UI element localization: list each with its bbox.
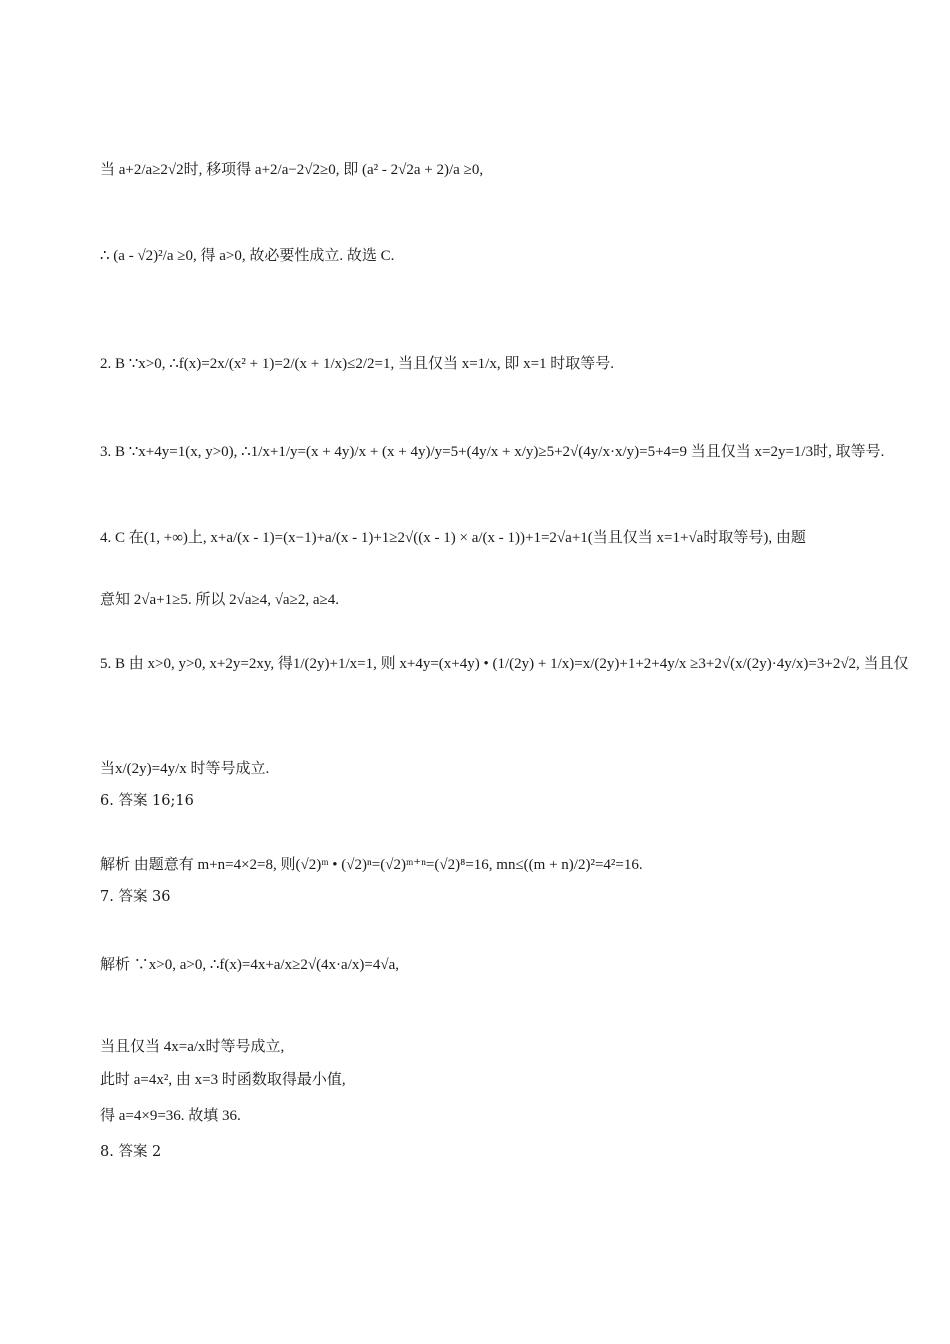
- answer-5-continuation: 当x/(2y)=4y/x 时等号成立.: [100, 761, 270, 777]
- answer-3-line: 3. B ∵x+4y=1(x, y>0), ∴1/x+1/y=(x + 4y)/x + (x + 4y)/y=5+(4y/x + x/y)≥5+2√(4y/x·x/y)=5+4=9 当且仅当 x=2y=1/3时, 取等号.: [100, 444, 885, 460]
- answer-7-result: 得 a=4×9=36. 故填 36.: [100, 1108, 241, 1124]
- answer-5-line: 5. B 由 x>0, y>0, x+2y=2xy, 得1/(2y)+1/x=1, 则 x+4y=(x+4y) • (1/(2y) + 1/x)=x/(2y)+1+2+4y/x ≥3+2√(x/(2y)·4y/x)=3+2√2, 当且仅: [100, 656, 909, 672]
- answer-4-line: 4. C 在(1, +∞)上, x+a/(x - 1)=(x−1)+a/(x - 1)+1≥2√((x - 1) × a/(x - 1))+1=2√a+1(当且仅当 x=1+√a时取等号), 由题: [100, 530, 806, 546]
- answer-7-condition: 当且仅当 4x=a/x时等号成立,: [100, 1039, 285, 1055]
- solution-line: 当 a+2/a≥2√2时, 移项得 a+2/a−2√2≥0, 即 (a² - 2√2a + 2)/a ≥0,: [100, 162, 484, 178]
- answer-4-continuation: 意知 2√a+1≥5. 所以 2√a≥4, √a≥2, a≥4.: [100, 592, 339, 608]
- answer-8-heading: 8. 答案 2: [100, 1144, 162, 1160]
- answer-7-analysis: 解析 ∵x>0, a>0, ∴f(x)=4x+a/x≥2√(4x·a/x)=4√a,: [100, 957, 399, 973]
- answer-2-line: 2. B ∵x>0, ∴f(x)=2x/(x² + 1)=2/(x + 1/x)≤2/2=1, 当且仅当 x=1/x, 即 x=1 时取等号.: [100, 356, 615, 372]
- answer-6-heading: 6. 答案 16;16: [100, 793, 194, 809]
- answer-6-analysis: 解析 由题意有 m+n=4×2=8, 则(√2)ᵐ • (√2)ⁿ=(√2)ᵐ⁺ⁿ=(√2)⁸=16, mn≤((m + n)/2)²=4²=16.: [100, 857, 643, 873]
- solution-line: ∴ (a - √2)²/a ≥0, 得 a>0, 故必要性成立. 故选 C.: [100, 248, 395, 264]
- answer-7-heading: 7. 答案 36: [100, 889, 171, 905]
- answer-7-minimum: 此时 a=4x², 由 x=3 时函数取得最小值,: [100, 1072, 346, 1088]
